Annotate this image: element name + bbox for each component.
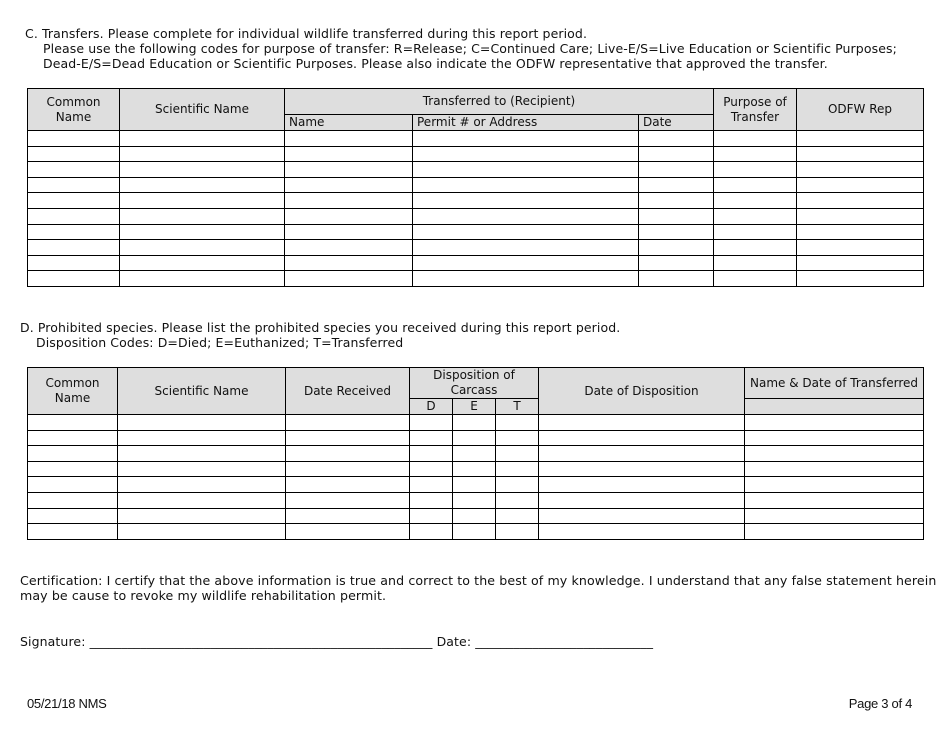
transfer-cell[interactable] — [413, 208, 639, 224]
transfer-cell[interactable] — [120, 208, 285, 224]
col-date-of-disposition: Date of Disposition — [539, 368, 745, 415]
section-c-codes-line2: Dead-E/S=Dead Education or Scientific Purposes. Please also indicate the ODFW representative that approved the transfer. — [43, 56, 828, 71]
prohibited-cell[interactable] — [539, 446, 745, 462]
prohibited-cell[interactable] — [118, 461, 286, 477]
prohibited-cell[interactable] — [745, 477, 924, 493]
transfer-cell[interactable] — [797, 224, 924, 240]
col-disposition-d: D — [410, 399, 453, 415]
transfer-cell[interactable] — [639, 240, 714, 256]
prohibited-row — [28, 461, 924, 477]
prohibited-cell[interactable] — [28, 461, 118, 477]
certification-line1: Certification: I certify that the above information is true and correct to the best of my knowledge. I understand that any false statement herein — [20, 573, 937, 588]
prohibited-cell[interactable] — [286, 508, 410, 524]
transfer-cell[interactable] — [413, 240, 639, 256]
prohibited-cell[interactable] — [286, 446, 410, 462]
signature-field[interactable]: ______________________________________________________ — [89, 634, 433, 649]
transfer-row — [28, 240, 924, 256]
transfer-cell[interactable] — [639, 208, 714, 224]
prohibited-cell[interactable] — [28, 492, 118, 508]
prohibited-cell[interactable] — [118, 430, 286, 446]
prohibited-cell[interactable] — [410, 492, 453, 508]
transfer-row — [28, 177, 924, 193]
prohibited-cell[interactable] — [286, 524, 410, 540]
prohibited-cell[interactable] — [410, 446, 453, 462]
col-recipient-name: Name — [285, 115, 413, 131]
signature-label: Signature: — [20, 634, 90, 649]
transfer-cell[interactable] — [413, 255, 639, 271]
transfer-cell[interactable] — [285, 146, 413, 162]
prohibited-cell[interactable] — [539, 524, 745, 540]
transfer-cell[interactable] — [639, 224, 714, 240]
prohibited-cell[interactable] — [118, 508, 286, 524]
prohibited-cell[interactable] — [286, 492, 410, 508]
transfer-cell[interactable] — [413, 193, 639, 209]
prohibited-cell[interactable] — [539, 477, 745, 493]
transfer-row — [28, 208, 924, 224]
transfer-row — [28, 193, 924, 209]
transfer-cell[interactable] — [714, 162, 797, 178]
prohibited-cell[interactable] — [745, 415, 924, 431]
transfer-cell[interactable] — [285, 271, 413, 287]
col-name-date-transferred: Name & Date of Transferred — [745, 368, 924, 399]
transfer-cell[interactable] — [714, 146, 797, 162]
prohibited-cell[interactable] — [539, 415, 745, 431]
col-name-date-blank — [745, 399, 924, 415]
col-purpose-of-transfer: Purpose of Transfer — [714, 89, 797, 131]
transfer-cell[interactable] — [714, 224, 797, 240]
prohibited-cell[interactable] — [496, 492, 539, 508]
transfer-cell[interactable] — [714, 255, 797, 271]
transfer-cell[interactable] — [639, 271, 714, 287]
date-label: Date: — [432, 634, 476, 649]
prohibited-cell[interactable] — [28, 430, 118, 446]
prohibited-cell[interactable] — [286, 430, 410, 446]
transfer-row — [28, 271, 924, 287]
transfer-cell[interactable] — [639, 255, 714, 271]
col-date-received: Date Received — [286, 368, 410, 415]
col-common-name: Common Name — [28, 89, 120, 131]
transfer-cell[interactable] — [413, 271, 639, 287]
transfer-cell[interactable] — [285, 224, 413, 240]
prohibited-cell[interactable] — [410, 430, 453, 446]
transfer-cell[interactable] — [285, 177, 413, 193]
transfer-cell[interactable] — [28, 240, 120, 256]
transfer-cell[interactable] — [413, 224, 639, 240]
prohibited-cell[interactable] — [410, 508, 453, 524]
col-transferred-to: Transferred to (Recipient) — [285, 89, 714, 115]
transfer-cell[interactable] — [714, 271, 797, 287]
transfer-cell[interactable] — [714, 240, 797, 256]
transfer-cell[interactable] — [285, 240, 413, 256]
prohibited-cell[interactable] — [496, 415, 539, 431]
prohibited-cell[interactable] — [410, 461, 453, 477]
transfers-table — [27, 88, 924, 287]
transfer-cell[interactable] — [120, 162, 285, 178]
prohibited-cell[interactable] — [28, 524, 118, 540]
transfer-cell[interactable] — [285, 255, 413, 271]
prohibited-cell[interactable] — [286, 461, 410, 477]
prohibited-cell[interactable] — [539, 508, 745, 524]
prohibited-cell[interactable] — [118, 446, 286, 462]
transfer-cell[interactable] — [120, 177, 285, 193]
prohibited-cell[interactable] — [453, 461, 496, 477]
col-scientific-name: Scientific Name — [118, 368, 286, 415]
transfer-cell[interactable] — [120, 146, 285, 162]
prohibited-cell[interactable] — [28, 508, 118, 524]
transfer-cell[interactable] — [120, 224, 285, 240]
col-disposition-e: E — [453, 399, 496, 415]
prohibited-cell[interactable] — [745, 446, 924, 462]
transfer-cell[interactable] — [639, 131, 714, 147]
prohibited-cell[interactable] — [453, 430, 496, 446]
transfer-cell[interactable] — [120, 271, 285, 287]
prohibited-cell[interactable] — [453, 477, 496, 493]
prohibited-cell[interactable] — [118, 477, 286, 493]
transfer-cell[interactable] — [285, 193, 413, 209]
transfer-cell[interactable] — [120, 255, 285, 271]
prohibited-cell[interactable] — [745, 461, 924, 477]
prohibited-cell[interactable] — [118, 524, 286, 540]
transfer-cell[interactable] — [120, 240, 285, 256]
transfer-cell[interactable] — [413, 146, 639, 162]
signature-row — [20, 634, 653, 649]
col-disposition-of-carcass: Disposition of Carcass — [410, 368, 539, 399]
transfer-cell[interactable] — [797, 193, 924, 209]
transfer-cell[interactable] — [797, 131, 924, 147]
transfer-cell[interactable] — [797, 162, 924, 178]
prohibited-row — [28, 524, 924, 540]
prohibited-cell[interactable] — [410, 477, 453, 493]
prohibited-cell[interactable] — [496, 446, 539, 462]
transfer-cell[interactable] — [714, 208, 797, 224]
prohibited-cell[interactable] — [453, 524, 496, 540]
prohibited-cell[interactable] — [453, 508, 496, 524]
transfer-cell[interactable] — [285, 131, 413, 147]
transfer-cell[interactable] — [797, 255, 924, 271]
prohibited-cell[interactable] — [745, 430, 924, 446]
transfer-cell[interactable] — [28, 271, 120, 287]
section-d-title: D. Prohibited species. Please list the prohibited species you received during this report period. — [20, 320, 621, 335]
transfer-cell[interactable] — [28, 255, 120, 271]
transfer-cell[interactable] — [413, 162, 639, 178]
prohibited-cell[interactable] — [745, 524, 924, 540]
prohibited-cell[interactable] — [539, 461, 745, 477]
transfer-cell[interactable] — [28, 224, 120, 240]
transfer-row — [28, 255, 924, 271]
footer-page-number: Page 3 of 4 — [848, 696, 912, 711]
prohibited-cell[interactable] — [453, 492, 496, 508]
transfer-cell[interactable] — [639, 177, 714, 193]
transfer-cell[interactable] — [28, 177, 120, 193]
prohibited-cell[interactable] — [539, 430, 745, 446]
prohibited-cell[interactable] — [496, 430, 539, 446]
section-c-title: C. Transfers. Please complete for individual wildlife transferred during this report period. — [25, 26, 588, 41]
prohibited-cell[interactable] — [118, 415, 286, 431]
transfer-cell[interactable] — [285, 208, 413, 224]
transfer-cell[interactable] — [639, 193, 714, 209]
prohibited-row — [28, 446, 924, 462]
transfer-cell[interactable] — [714, 193, 797, 209]
col-permit-or-address: Permit # or Address — [413, 115, 639, 131]
prohibited-cell[interactable] — [539, 492, 745, 508]
date-field[interactable]: ____________________________ — [475, 634, 654, 649]
transfer-cell[interactable] — [797, 146, 924, 162]
prohibited-cell[interactable] — [28, 477, 118, 493]
prohibited-row — [28, 508, 924, 524]
prohibited-row — [28, 430, 924, 446]
transfer-cell[interactable] — [639, 162, 714, 178]
section-c-codes-line1: Please use the following codes for purpose of transfer: R=Release; C=Continued Care; Live-E/S=Live Education or Scientific Purposes; — [43, 41, 897, 56]
transfer-cell[interactable] — [28, 193, 120, 209]
prohibited-cell[interactable] — [496, 477, 539, 493]
transfer-row — [28, 146, 924, 162]
col-odfw-rep: ODFW Rep — [797, 89, 924, 131]
col-common-name: Common Name — [28, 368, 118, 415]
transfer-cell[interactable] — [28, 162, 120, 178]
prohibited-cell[interactable] — [28, 446, 118, 462]
col-disposition-t: T — [496, 399, 539, 415]
transfer-cell[interactable] — [28, 146, 120, 162]
prohibited-cell[interactable] — [28, 415, 118, 431]
prohibited-species-table — [27, 367, 924, 540]
prohibited-cell[interactable] — [410, 415, 453, 431]
transfer-row — [28, 162, 924, 178]
prohibited-cell[interactable] — [286, 477, 410, 493]
transfer-cell[interactable] — [714, 177, 797, 193]
transfer-cell[interactable] — [797, 177, 924, 193]
transfer-cell[interactable] — [413, 177, 639, 193]
transfer-cell[interactable] — [120, 131, 285, 147]
prohibited-row — [28, 492, 924, 508]
prohibited-cell[interactable] — [410, 524, 453, 540]
prohibited-cell[interactable] — [453, 446, 496, 462]
transfer-cell[interactable] — [120, 193, 285, 209]
prohibited-cell[interactable] — [286, 415, 410, 431]
prohibited-row — [28, 477, 924, 493]
transfer-cell[interactable] — [797, 271, 924, 287]
transfer-cell[interactable] — [797, 208, 924, 224]
prohibited-cell[interactable] — [745, 508, 924, 524]
prohibited-cell[interactable] — [453, 415, 496, 431]
prohibited-row — [28, 415, 924, 431]
prohibited-cell[interactable] — [745, 492, 924, 508]
transfer-cell[interactable] — [413, 131, 639, 147]
transfer-row — [28, 224, 924, 240]
transfer-cell[interactable] — [714, 131, 797, 147]
section-d-codes: Disposition Codes: D=Died; E=Euthanized; T=Transferred — [36, 335, 404, 350]
prohibited-cell[interactable] — [496, 461, 539, 477]
transfer-cell[interactable] — [639, 146, 714, 162]
transfer-cell[interactable] — [797, 240, 924, 256]
col-date: Date — [639, 115, 714, 131]
transfer-cell[interactable] — [285, 162, 413, 178]
prohibited-cell[interactable] — [118, 492, 286, 508]
transfer-cell[interactable] — [28, 208, 120, 224]
transfer-row — [28, 131, 924, 147]
col-scientific-name: Scientific Name — [120, 89, 285, 131]
prohibited-cell[interactable] — [496, 524, 539, 540]
prohibited-cell[interactable] — [496, 508, 539, 524]
transfer-cell[interactable] — [28, 131, 120, 147]
footer-revision: 05/21/18 NMS — [27, 696, 107, 711]
certification-line2: may be cause to revoke my wildlife rehabilitation permit. — [20, 588, 387, 603]
